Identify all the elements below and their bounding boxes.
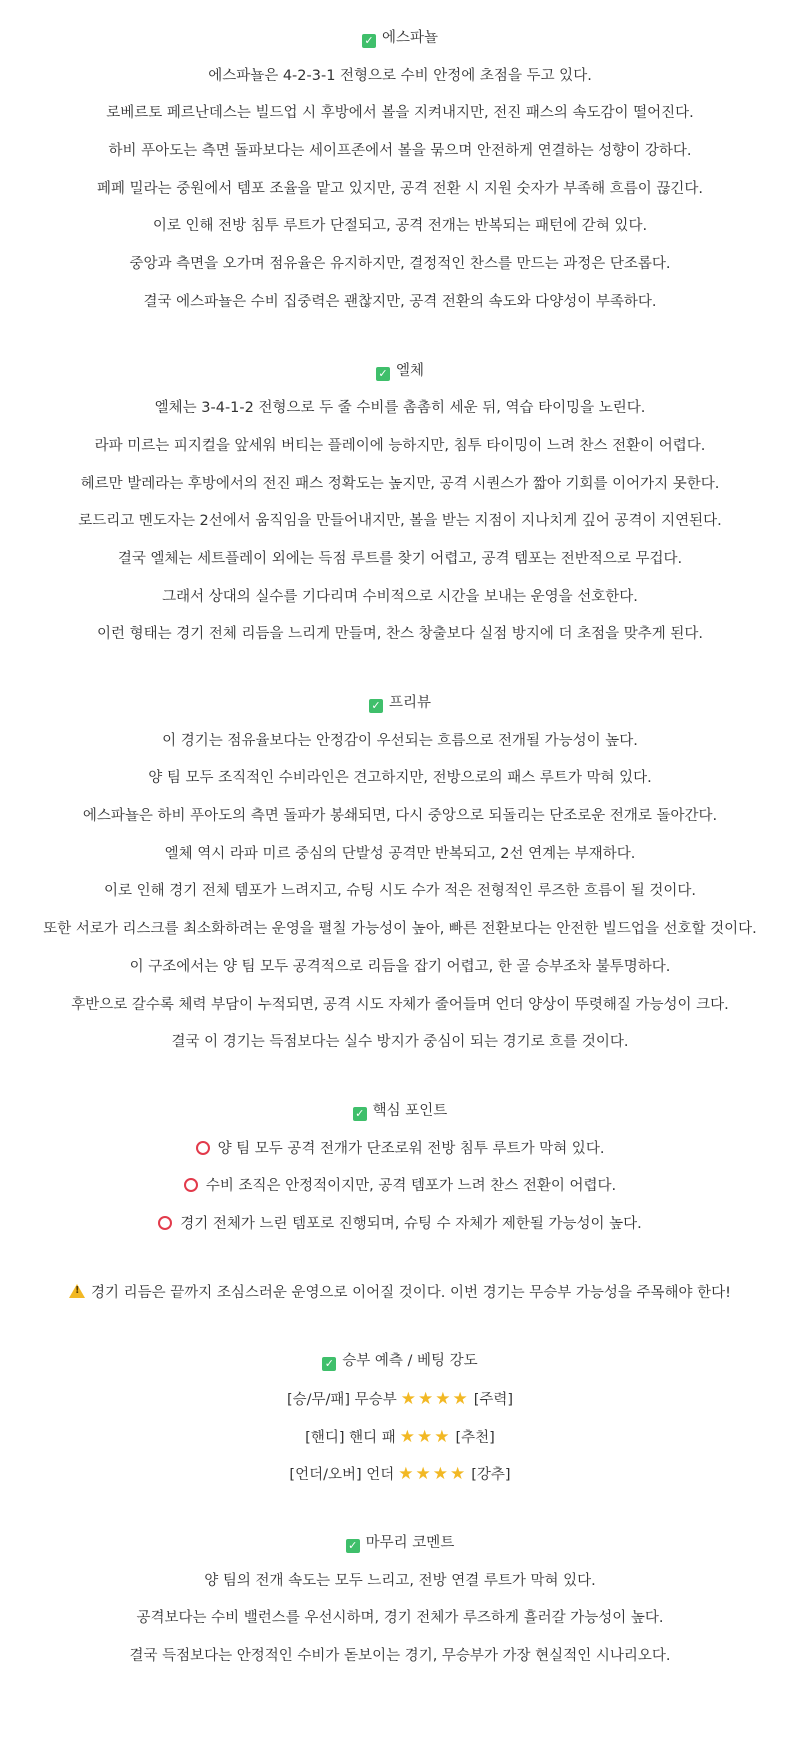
key-point-text: 수비 조직은 안정적이지만, 공격 템포가 느려 찬스 전환이 어렵다. [205, 1178, 617, 1195]
paragraph: 양 팀 모두 조직적인 수비라인은 견고하지만, 전방으로의 패스 루트가 막혀 있다. [148, 770, 652, 787]
paragraph: 이로 인해 경기 전체 템포가 느려지고, 슈팅 시도 수가 적은 전형적인 루즈한 흐름이 될 것이다. [103, 883, 696, 900]
paragraph: 이로 인해 전방 침투 루트가 단절되고, 공격 전개는 반복되는 패턴에 갇혀 있다. [152, 218, 648, 235]
prediction-label: [핸디] 핸디 패 [305, 1429, 396, 1446]
section-heading [0, 1343, 800, 1381]
prediction-item [0, 1419, 800, 1457]
check-icon: ✓ [353, 1107, 367, 1121]
paragraph: 중앙과 측면을 오가며 점유율은 유지하지만, 결정적인 찬스를 만드는 과정은 단조롭다. [129, 256, 671, 273]
paragraph: 로베르토 페르난데스는 빌드업 시 후방에서 볼을 지켜내지만, 전진 패스의 속도감이 떨어진다. [106, 105, 694, 122]
paragraph: 결국 득점보다는 안정적인 수비가 돋보이는 경기, 무승부가 가장 현실적인 시나리오다. [129, 1648, 671, 1665]
paragraph: 이 경기는 점유율보다는 안정감이 우선되는 흐름으로 전개될 가능성이 높다. [162, 732, 638, 749]
paragraph: 또한 서로가 리스크를 최소화하려는 운영을 펼칠 가능성이 높아, 빠른 전환보다는 안전한 빌드업을 선호할 것이다. [43, 921, 757, 938]
check-icon: ✓ [369, 699, 383, 713]
check-icon: ✓ [376, 367, 390, 381]
section-preview [0, 685, 800, 1062]
paragraph: 라파 미르는 피지컬을 앞세워 버티는 플레이에 능하지만, 침투 타이밍이 느려 찬스 전환이 어렵다. [94, 437, 706, 454]
prediction-label: [언더/오버] 언더 [289, 1467, 395, 1484]
heading-text: 승부 예측 / 베팅 강도 [342, 1353, 478, 1370]
key-point-text: 경기 전체가 느린 템포로 진행되며, 슈팅 수 자체가 제한될 가능성이 높다. [180, 1215, 642, 1232]
paragraph: 결국 에스파뇰은 수비 집중력은 괜찮지만, 공격 전환의 속도와 다양성이 부족하다. [143, 293, 657, 310]
warning-text: 경기 리듬은 끝까지 조심스러운 운영으로 이어질 것이다. 이번 경기는 무승부 가능성을 주목해야 한다! [90, 1284, 731, 1301]
prediction-label: [승/무/패] 무승부 [286, 1392, 397, 1408]
circle-icon [196, 1141, 210, 1155]
key-point-item [0, 1131, 800, 1169]
paragraph: 엘체는 3-4-1-2 전형으로 두 줄 수비를 촘촘히 세운 뒤, 역습 타이밍을 노린다. [154, 400, 646, 417]
star-rating-icon: ★★★ [399, 1426, 452, 1447]
paragraph: 로드리고 멘도자는 2선에서 움직임을 만들어내지만, 볼을 받는 지점이 지나치게 깊어 공격이 지연된다. [78, 513, 722, 530]
warning-line [0, 1275, 800, 1313]
prediction-tag: [강추] [471, 1467, 511, 1484]
section-heading [0, 20, 800, 58]
paragraph: 헤르만 발레라는 후방에서의 전진 패스 정확도는 높지만, 공격 시퀀스가 짧아 기회를 이어가지 못한다. [80, 475, 720, 492]
prediction-tag: [주력] [473, 1392, 514, 1408]
section-elche [0, 353, 800, 655]
paragraph: 결국 이 경기는 득점보다는 실수 방지가 중심이 되는 경기로 흐를 것이다. [171, 1034, 629, 1051]
section-espanyol [0, 20, 800, 322]
heading-text: 에스파뇰 [381, 30, 439, 46]
prediction-tag: [추천] [455, 1429, 495, 1446]
section-warning [0, 1275, 800, 1313]
star-rating-icon: ★★★★ [400, 1389, 470, 1409]
paragraph: 공격보다는 수비 밸런스를 우선시하며, 경기 전체가 루즈하게 흘러갈 가능성이 높다. [136, 1610, 664, 1627]
paragraph: 결국 엘체는 세트플레이 외에는 득점 루트를 찾기 어렵고, 공격 템포는 전반적으로 무겁다. [117, 550, 683, 567]
heading-text: 마무리 코멘트 [365, 1535, 455, 1552]
section-closing [0, 1525, 800, 1676]
paragraph: 하비 푸아도는 측면 돌파보다는 세이프존에서 볼을 묶으며 안전하게 연결하는 성향이 강하다. [108, 143, 692, 160]
heading-text: 엘체 [395, 362, 424, 379]
warning-icon [69, 1284, 85, 1298]
section-heading [0, 353, 800, 391]
paragraph: 이 구조에서는 양 팀 모두 공격적으로 리듬을 잡기 어렵고, 한 골 승부조차 불투명하다. [129, 958, 671, 975]
section-heading [0, 1093, 800, 1131]
check-icon: ✓ [346, 1539, 360, 1553]
key-point-item [0, 1168, 800, 1206]
paragraph: 이런 형태는 경기 전체 리듬을 느리게 만들며, 찬스 창출보다 실점 방지에 더 초점을 맞추게 된다. [96, 626, 703, 643]
paragraph: 그래서 상대의 실수를 기다리며 수비적으로 시간을 보내는 운영을 선호한다. [162, 588, 638, 605]
prediction-item [0, 1381, 800, 1419]
paragraph: 에스파뇰은 하비 푸아도의 측면 돌파가 봉쇄되면, 다시 중앙으로 되돌리는 단조로운 전개로 돌아간다. [82, 808, 718, 825]
key-point-item [0, 1206, 800, 1244]
heading-text: 프리뷰 [388, 695, 432, 711]
heading-text: 핵심 포인트 [372, 1102, 448, 1119]
key-point-text: 양 팀 모두 공격 전개가 단조로워 전방 침투 루트가 막혀 있다. [217, 1140, 605, 1157]
star-rating-icon: ★★★★ [398, 1464, 468, 1485]
circle-icon [184, 1178, 198, 1192]
check-icon: ✓ [362, 34, 376, 48]
check-icon: ✓ [322, 1357, 336, 1371]
section-heading [0, 1525, 800, 1563]
paragraph: 양 팀의 전개 속도는 모두 느리고, 전방 연결 루트가 막혀 있다. [204, 1572, 596, 1589]
section-heading [0, 685, 800, 723]
paragraph: 페페 밀라는 중원에서 템포 조율을 맡고 있지만, 공격 전환 시 지원 숫자가 부족해 흐름이 끊긴다. [96, 180, 703, 197]
section-key-points [0, 1093, 800, 1244]
paragraph: 에스파뇰은 4-2-3-1 전형으로 수비 안정에 초점을 두고 있다. [208, 67, 592, 84]
prediction-item [0, 1456, 800, 1494]
section-predictions [0, 1343, 800, 1494]
paragraph: 후반으로 갈수록 체력 부담이 누적되면, 공격 시도 자체가 줄어들며 언더 양상이 뚜렷해질 가능성이 크다. [71, 996, 729, 1013]
paragraph: 엘체 역시 라파 미르 중심의 단발성 공격만 반복되고, 2선 연계는 부재하다. [164, 845, 636, 862]
circle-icon [158, 1216, 172, 1230]
